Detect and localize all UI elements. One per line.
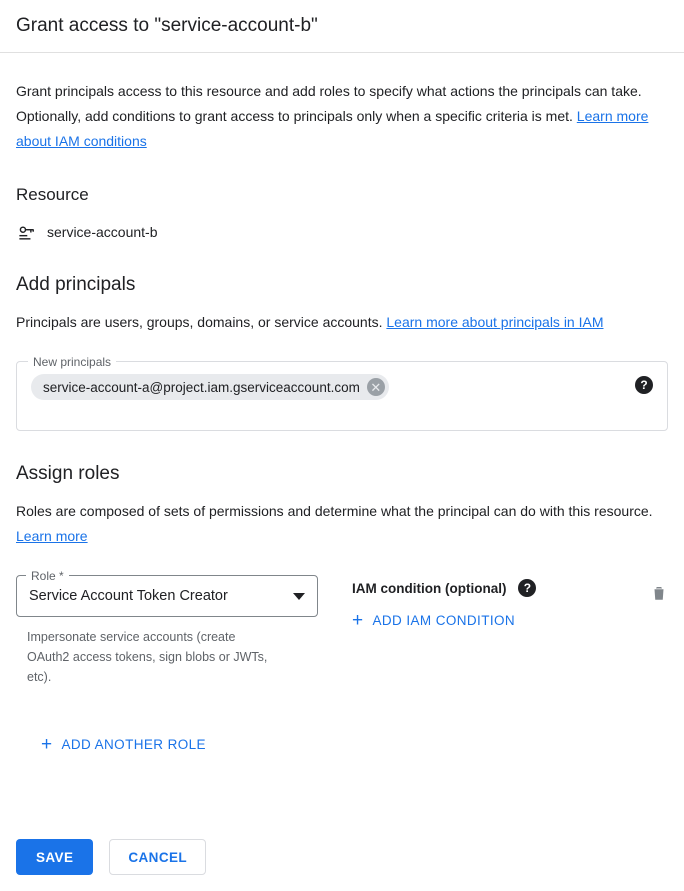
- role-select[interactable]: [16, 569, 318, 617]
- intro-description: Grant principals access to this resource and add roles to specify what actions the principals can take. Optionally, add conditions to grant access to principals only when a specific criteria is met.: [16, 83, 642, 124]
- panel-header: [0, 0, 684, 53]
- close-circle-icon[interactable]: ✕: [367, 378, 385, 396]
- add-another-role-label: ADD ANOTHER ROLE: [61, 737, 206, 752]
- cancel-button[interactable]: CANCEL: [109, 839, 206, 875]
- assign-roles-desc-text: Roles are composed of sets of permissions and determine what the principal can do with this resource.: [16, 503, 653, 519]
- iam-condition-title-row: [352, 579, 624, 597]
- delete-role-column: [624, 575, 668, 608]
- panel-content: [0, 79, 684, 755]
- add-principals-desc-text: Principals are users, groups, domains, or service accounts.: [16, 314, 383, 330]
- principal-chip-label: service-account-a@project.iam.gserviceaccount.com: [43, 379, 360, 395]
- role-description: Impersonate service accounts (create OAuth2 access tokens, sign blobs or JWTs, etc).: [27, 630, 268, 684]
- new-principals-help-icon[interactable]: [635, 376, 653, 394]
- resource-row: [16, 222, 668, 242]
- page-title: Grant access to "service-account-b": [16, 15, 318, 36]
- assign-roles-heading: Assign roles: [16, 463, 120, 484]
- add-iam-condition-label: ADD IAM CONDITION: [372, 613, 516, 628]
- role-entry-row: [16, 569, 668, 687]
- add-iam-condition-button[interactable]: [352, 611, 515, 630]
- intro-text: [16, 79, 666, 154]
- plus-icon: +: [352, 610, 364, 631]
- chevron-down-icon[interactable]: [293, 593, 305, 600]
- iam-conditions-link[interactable]: Learn more about IAM conditions: [16, 108, 649, 149]
- new-principals-field[interactable]: [16, 355, 668, 431]
- trash-icon[interactable]: [650, 583, 668, 608]
- assign-roles-description: [16, 499, 666, 549]
- help-icon[interactable]: ?: [635, 376, 653, 394]
- panel-footer: [0, 822, 684, 891]
- principal-chip[interactable]: [31, 374, 389, 400]
- add-another-role-button[interactable]: [41, 735, 206, 754]
- role-select-label: Role *: [26, 568, 69, 584]
- save-button[interactable]: SAVE: [16, 839, 93, 875]
- iam-condition-column: [318, 575, 624, 631]
- role-select-value: Service Account Token Creator: [29, 588, 228, 604]
- service-account-icon: [16, 222, 36, 242]
- resource-name: service-account-b: [47, 224, 158, 240]
- iam-condition-label: IAM condition (optional): [352, 580, 507, 596]
- add-principals-description: [16, 310, 666, 335]
- help-icon[interactable]: ?: [518, 579, 536, 597]
- add-principals-heading: Add principals: [16, 274, 136, 295]
- resource-heading: Resource: [16, 185, 89, 204]
- learn-more-link[interactable]: Learn more: [16, 528, 88, 544]
- role-column: [16, 569, 318, 687]
- plus-icon: +: [41, 734, 53, 755]
- add-another-role-wrap: [16, 721, 668, 755]
- new-principals-label: New principals: [28, 354, 116, 370]
- principals-in-iam-link[interactable]: Learn more about principals in IAM: [386, 314, 604, 330]
